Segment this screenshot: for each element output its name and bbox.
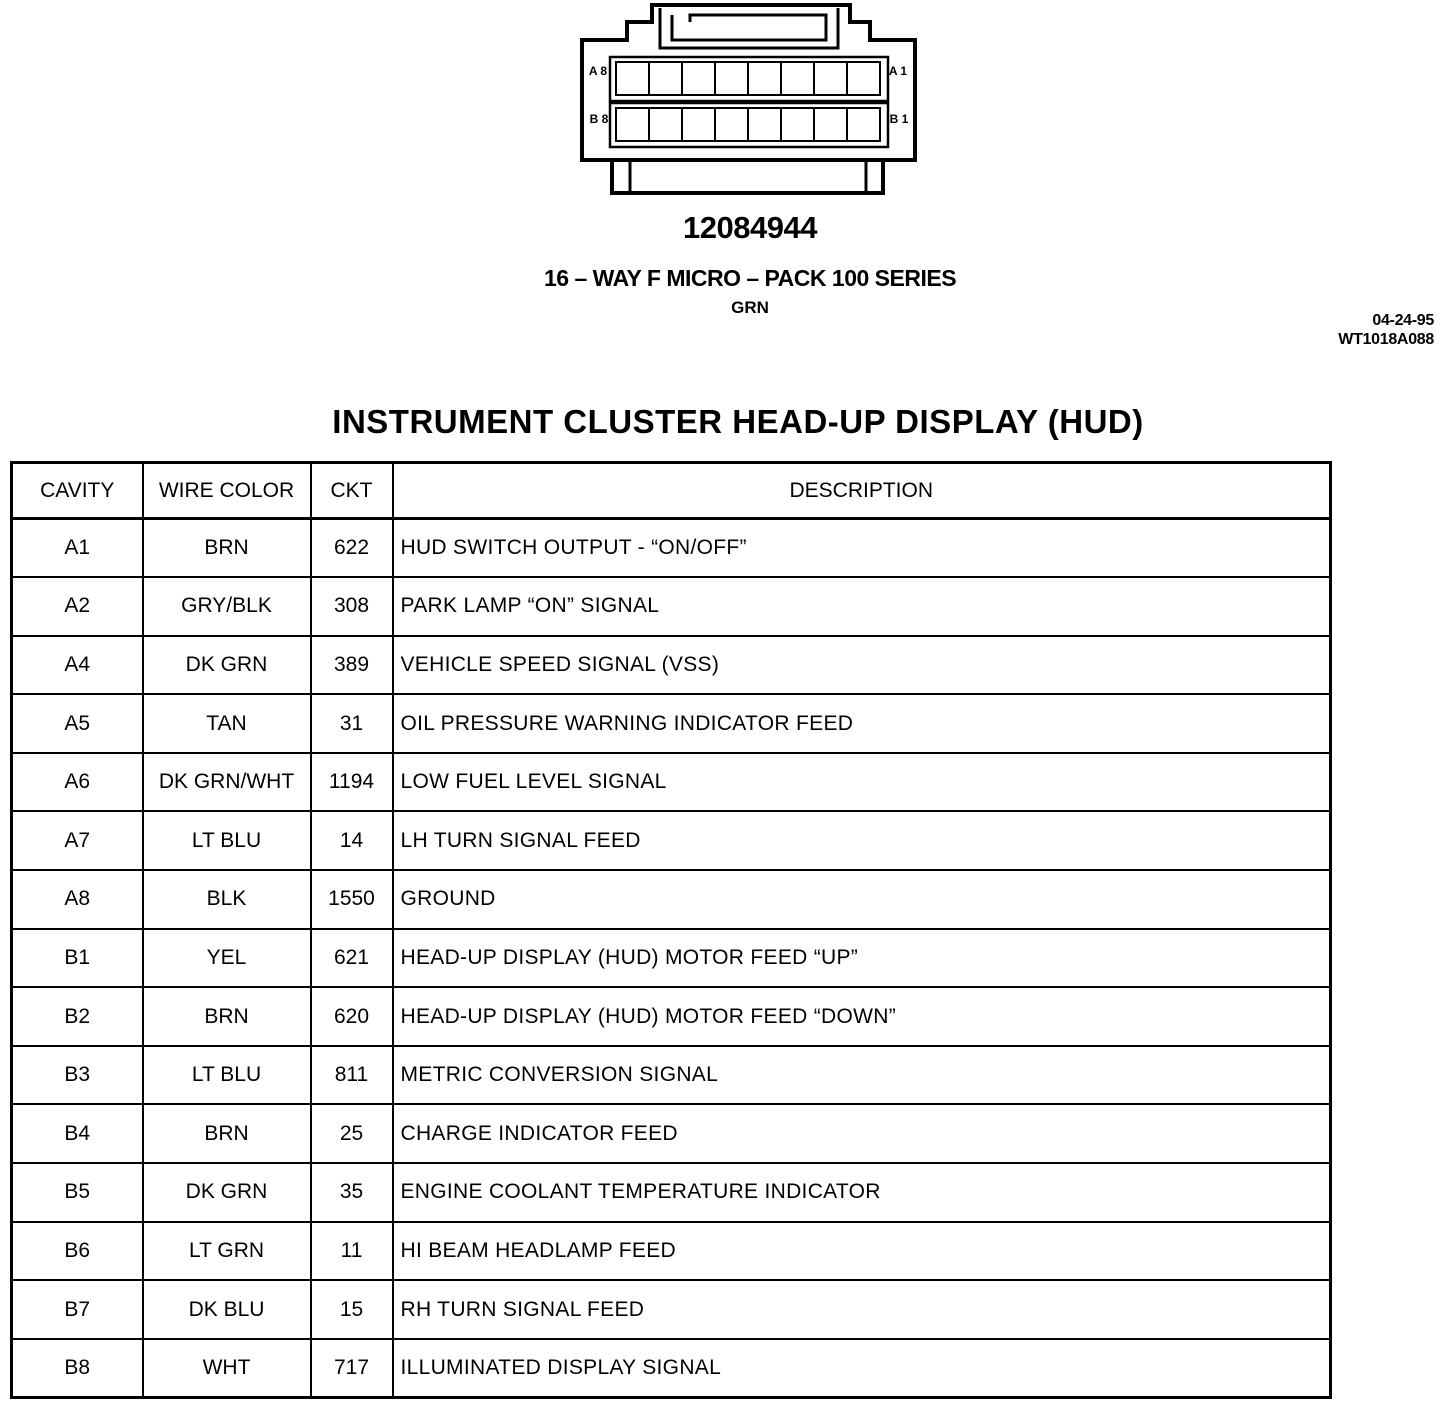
cell-wire-color: BRN (143, 987, 311, 1046)
cell-ckt: 621 (311, 929, 393, 988)
table-header-row (12, 463, 1331, 519)
row-a-cavity (616, 62, 649, 95)
row-b-cavity (616, 108, 649, 141)
cell-ckt: 389 (311, 636, 393, 695)
cell-ckt: 717 (311, 1339, 393, 1398)
row-b-right-label: B 1 (889, 112, 909, 126)
header-description: DESCRIPTION (393, 463, 1331, 519)
cell-description: HI BEAM HEADLAMP FEED (393, 1222, 1331, 1281)
table-row (12, 929, 1331, 988)
table-row (12, 1280, 1331, 1339)
cell-description: HEAD-UP DISPLAY (HUD) MOTOR FEED “DOWN” (393, 987, 1331, 1046)
cell-description: LOW FUEL LEVEL SIGNAL (393, 753, 1331, 812)
row-b-cavity (682, 108, 715, 141)
cell-ckt: 622 (311, 519, 393, 578)
row-a-cavity (781, 62, 814, 95)
row-b-cavity (847, 108, 880, 141)
row-b-cavity (814, 108, 847, 141)
table-row (12, 577, 1331, 636)
row-b-cavity (781, 108, 814, 141)
connector-color: GRN (731, 298, 769, 317)
cell-wire-color: BRN (143, 1104, 311, 1163)
table-row (12, 1046, 1331, 1105)
cell-cavity: B7 (12, 1280, 143, 1339)
cell-cavity: B1 (12, 929, 143, 988)
cell-cavity: B4 (12, 1104, 143, 1163)
row-a-left-label: A 8 (588, 64, 608, 78)
cell-ckt: 31 (311, 694, 393, 753)
row-a-cavity (715, 62, 748, 95)
cell-wire-color: DK GRN (143, 636, 311, 695)
row-a-cavity (748, 62, 781, 95)
table-row (12, 811, 1331, 870)
cell-cavity: B2 (12, 987, 143, 1046)
cell-wire-color: WHT (143, 1339, 311, 1398)
header-wire-color: WIRE COLOR (143, 463, 311, 519)
connector-diagram (560, 0, 920, 205)
cell-cavity: B8 (12, 1339, 143, 1398)
cell-cavity: B5 (12, 1163, 143, 1222)
table-row (12, 870, 1331, 929)
cell-description: ENGINE COOLANT TEMPERATURE INDICATOR (393, 1163, 1331, 1222)
cell-ckt: 308 (311, 577, 393, 636)
cell-wire-color: YEL (143, 929, 311, 988)
table-row (12, 1163, 1331, 1222)
cell-wire-color: GRY/BLK (143, 577, 311, 636)
cell-cavity: A4 (12, 636, 143, 695)
cell-description: CHARGE INDICATOR FEED (393, 1104, 1331, 1163)
row-a-cavity (682, 62, 715, 95)
connector-name: 16 – WAY F MICRO – PACK 100 SERIES (543, 265, 957, 291)
cell-cavity: A2 (12, 577, 143, 636)
header-cavity: CAVITY (12, 463, 143, 519)
row-b-cavity (748, 108, 781, 141)
cell-description: RH TURN SIGNAL FEED (393, 1280, 1331, 1339)
cell-cavity: A5 (12, 694, 143, 753)
reference-code: WT1018A088 (1338, 331, 1434, 348)
cell-wire-color: TAN (143, 694, 311, 753)
cell-description: HUD SWITCH OUTPUT - “ON/OFF” (393, 519, 1331, 578)
pinout-table (10, 461, 1332, 1399)
cell-wire-color: LT BLU (143, 811, 311, 870)
table-row (12, 1104, 1331, 1163)
table-row (12, 987, 1331, 1046)
cell-ckt: 1550 (311, 870, 393, 929)
cell-wire-color: BLK (143, 870, 311, 929)
cell-cavity: A8 (12, 870, 143, 929)
cell-description: GROUND (393, 870, 1331, 929)
cell-wire-color: DK GRN/WHT (143, 753, 311, 812)
cell-wire-color: DK GRN (143, 1163, 311, 1222)
row-a-cavity (814, 62, 847, 95)
cell-ckt: 35 (311, 1163, 393, 1222)
header-ckt: CKT (311, 463, 393, 519)
cell-ckt: 25 (311, 1104, 393, 1163)
table-row (12, 753, 1331, 812)
table-row (12, 519, 1331, 578)
connector-leg (612, 158, 883, 193)
cell-wire-color: LT GRN (143, 1222, 311, 1281)
table-row (12, 1339, 1331, 1398)
cell-description: ILLUMINATED DISPLAY SIGNAL (393, 1339, 1331, 1398)
table-row (12, 1222, 1331, 1281)
reference-date: 04-24-95 (1372, 312, 1434, 329)
cell-cavity: B6 (12, 1222, 143, 1281)
cell-description: OIL PRESSURE WARNING INDICATOR FEED (393, 694, 1331, 753)
row-b-left-label: B 8 (589, 112, 609, 126)
cell-wire-color: BRN (143, 519, 311, 578)
cavity-row-b (610, 103, 888, 147)
cell-ckt: 14 (311, 811, 393, 870)
row-b-cavity (649, 108, 682, 141)
cell-description: LH TURN SIGNAL FEED (393, 811, 1331, 870)
table-row (12, 636, 1331, 695)
cell-ckt: 1194 (311, 753, 393, 812)
cell-description: PARK LAMP “ON” SIGNAL (393, 577, 1331, 636)
cell-ckt: 811 (311, 1046, 393, 1105)
table-row (12, 694, 1331, 753)
cell-ckt: 15 (311, 1280, 393, 1339)
cell-cavity: A6 (12, 753, 143, 812)
cavity-row-a (610, 57, 888, 101)
row-b-cavity (715, 108, 748, 141)
cell-description: VEHICLE SPEED SIGNAL (VSS) (393, 636, 1331, 695)
connector-part-number: 12084944 (683, 210, 817, 245)
cell-ckt: 620 (311, 987, 393, 1046)
row-a-cavity (847, 62, 880, 95)
cell-ckt: 11 (311, 1222, 393, 1281)
connector-leg-inner (630, 158, 866, 193)
table-title: INSTRUMENT CLUSTER HEAD-UP DISPLAY (HUD) (332, 403, 1144, 440)
cell-cavity: B3 (12, 1046, 143, 1105)
row-a-right-label: A 1 (888, 64, 908, 78)
cell-wire-color: DK BLU (143, 1280, 311, 1339)
cell-wire-color: LT BLU (143, 1046, 311, 1105)
cell-cavity: A7 (12, 811, 143, 870)
cell-description: HEAD-UP DISPLAY (HUD) MOTOR FEED “UP” (393, 929, 1331, 988)
cell-description: METRIC CONVERSION SIGNAL (393, 1046, 1331, 1105)
row-a-cavity (649, 62, 682, 95)
document-reference (1338, 311, 1434, 349)
cell-cavity: A1 (12, 519, 143, 578)
